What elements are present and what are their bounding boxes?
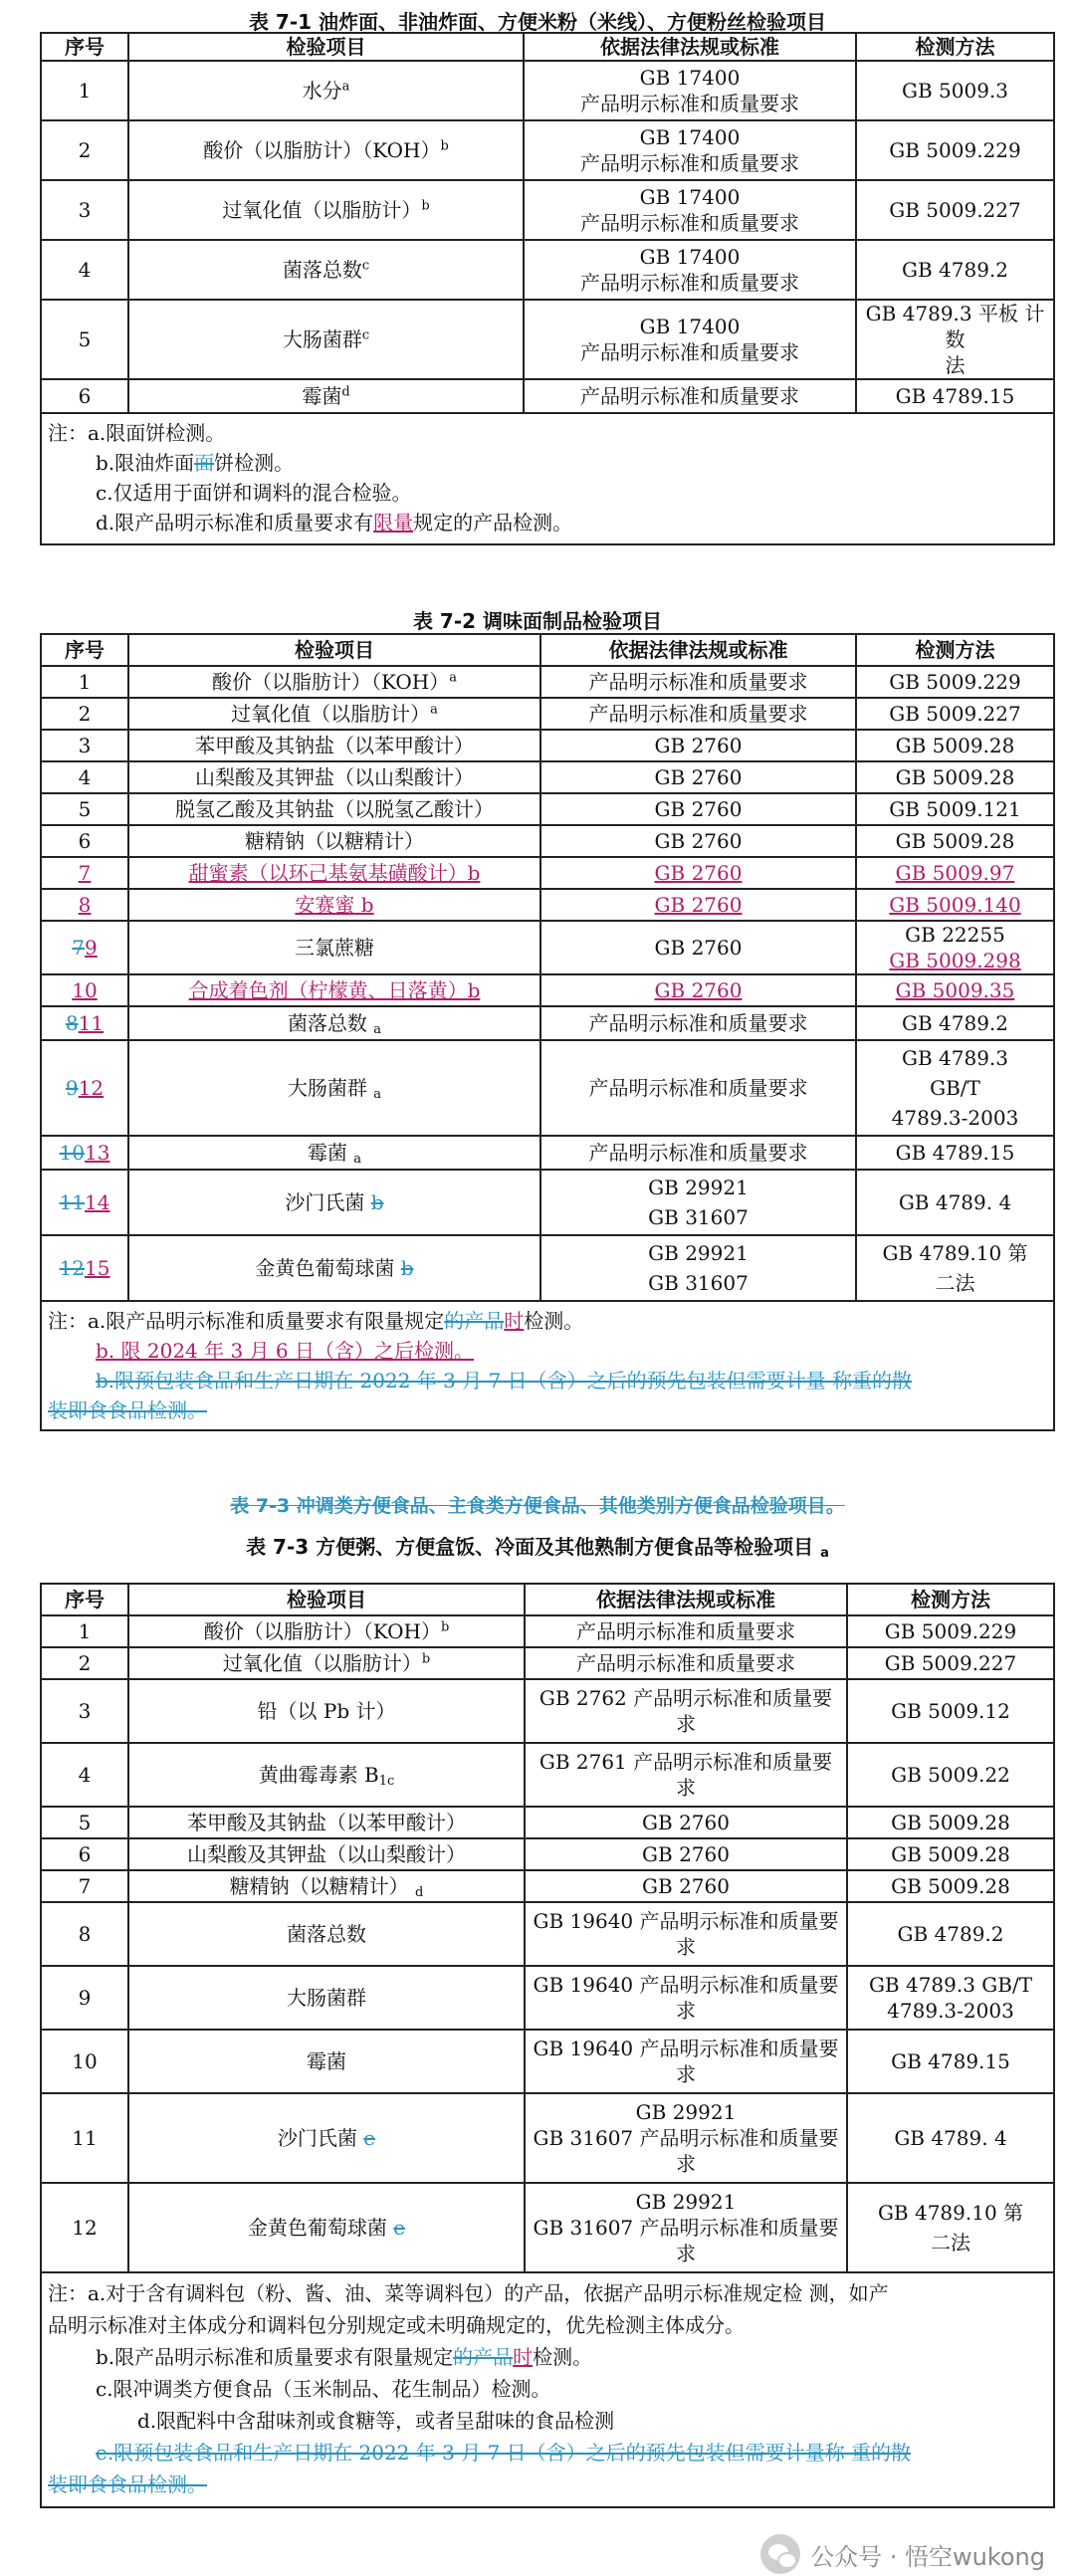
table-row-inserted (41, 889, 1054, 921)
table-row (41, 793, 1054, 825)
row-no: 2 (41, 1647, 128, 1679)
row-method: GB 4789.2 (847, 1902, 1054, 1966)
row-item: 沙门氏菌 e (128, 2093, 525, 2183)
row-item: 甜蜜素（以环己基氨基磺酸计）b (128, 857, 540, 889)
row-standard: GB 2760 (540, 730, 856, 761)
row-no: 3 (41, 1679, 128, 1743)
table-row (41, 761, 1054, 793)
row-item: 糖精钠（以糖精计） (128, 825, 540, 857)
row-item: 菌落总数 (128, 1902, 525, 1966)
table-header-row (41, 1584, 1054, 1615)
row-no: 1114 (41, 1170, 128, 1235)
header-no: 序号 (41, 33, 128, 61)
row-item: 过氧化值（以脂肪计）$^b$ (128, 180, 524, 240)
table2 (40, 633, 1055, 1431)
table3-caption: 表 7-3 方便粥、方便盒饭、冷面及其他熟制方便食品等检验项目 $_a$ (246, 1535, 829, 1561)
row-standard: 产品明示标准和质量要求 (540, 666, 856, 698)
row-no: 11 (41, 2093, 128, 2183)
row-item: 酸价（以脂肪计）（KOH）$^b$ (128, 1615, 525, 1647)
row-no: 3 (41, 180, 128, 240)
table3 (40, 1583, 1055, 2508)
row-method: GB 5009.28 (847, 1807, 1054, 1838)
table-row (41, 379, 1054, 413)
row-standard: GB 19640 产品明示标准和质量要求 (525, 2030, 847, 2093)
header-no: 序号 (41, 1584, 128, 1615)
table-row (41, 1870, 1054, 1902)
row-standard: GB 2760 (540, 793, 856, 825)
row-method: GB 5009.28 (856, 825, 1054, 857)
header-item: 检验项目 (128, 1584, 525, 1615)
row-standard: 产品明示标准和质量要求 (540, 698, 856, 730)
table-row (41, 300, 1054, 379)
row-no: 5 (41, 1807, 128, 1838)
row-item: 山梨酸及其钾盐（以山梨酸计） (128, 761, 540, 793)
table-row (41, 1807, 1054, 1838)
table-row (41, 1235, 1054, 1301)
table-row (41, 1615, 1054, 1647)
row-no: 811 (41, 1006, 128, 1040)
row-method: GB 5009.22 (847, 1743, 1054, 1807)
row-item: 大肠菌群$^c$ (128, 300, 524, 379)
row-no: 10 (41, 2030, 128, 2093)
table-row (41, 1170, 1054, 1235)
row-method: GB 4789.15 (847, 2030, 1054, 2093)
table-row (41, 1040, 1054, 1136)
table-row (41, 666, 1054, 698)
table-notes-row (41, 413, 1054, 544)
row-method: GB 4789.2 (856, 240, 1054, 300)
row-standard: GB 29921 GB 31607 产品明示标准和质量要求 (525, 2093, 847, 2183)
row-item: 过氧化值（以脂肪计）$^a$ (128, 698, 540, 730)
row-standard: GB 2760 (525, 1870, 847, 1902)
row-standard: GB 2761 产品明示标准和质量要求 (525, 1743, 847, 1807)
row-item: 苯甲酸及其钠盐（以苯甲酸计） (128, 730, 540, 761)
table-notes-row (41, 1301, 1054, 1430)
table2-notes: 注：a.限产品明示标准和质量要求有限量规定的产品时检测。 b. 限 2024 年 3 月 6 日（含）之后检测。 b.限预包装食品和生产日期在 2022 年 3 月 7 日（含）之后的预先包装但需要计量 称重的散 装即食食品检测。 (41, 1301, 1054, 1430)
header-method: 检测方法 (856, 634, 1054, 666)
row-item: 大肠菌群 $_a$ (128, 1040, 540, 1136)
row-item: 酸价（以脂肪计）（KOH）$^b$ (128, 120, 524, 180)
table-row (41, 2030, 1054, 2093)
row-no: 1 (41, 1615, 128, 1647)
table-row-inserted (41, 857, 1054, 889)
row-no: 2 (41, 698, 128, 730)
row-item: 水分$^a$ (128, 61, 524, 120)
row-method: GB 4789.15 (856, 1136, 1054, 1170)
row-item: 菌落总数 $_a$ (128, 1006, 540, 1040)
row-item: 沙门氏菌 b (128, 1170, 540, 1235)
table-row (41, 921, 1054, 974)
row-method: GB 4789.3 GB/T 4789.3-2003 (856, 1040, 1054, 1136)
row-no: 2 (41, 120, 128, 180)
row-standard: GB 2760 (540, 974, 856, 1006)
row-method: GB 5009.229 (856, 666, 1054, 698)
row-item: 糖精钠（以糖精计） $_d$ (128, 1870, 525, 1902)
row-standard: GB 2760 (540, 857, 856, 889)
header-no: 序号 (41, 634, 128, 666)
row-standard: GB 17400 产品明示标准和质量要求 (524, 300, 856, 379)
row-item: 金黄色葡萄球菌 b (128, 1235, 540, 1301)
table-row (41, 1679, 1054, 1743)
row-item: 霉菌 $_a$ (128, 1136, 540, 1170)
table-row (41, 2183, 1054, 2272)
table-row (41, 61, 1054, 120)
row-method: GB 22255 GB 5009.298 (856, 921, 1054, 974)
row-no: 3 (41, 730, 128, 761)
row-method: GB 5009.28 (856, 730, 1054, 761)
row-no: 4 (41, 1743, 128, 1807)
row-no: 6 (41, 825, 128, 857)
header-standard: 依据法律法规或标准 (524, 33, 856, 61)
table1-notes: 注：a.限面饼检测。 b.限油炸面面饼检测。 c.仅适用于面饼和调料的混合检验。 d.限产品明示标准和质量要求有限量规定的产品检测。 (41, 413, 1054, 544)
row-no: 10 (41, 974, 128, 1006)
row-standard: 产品明示标准和质量要求 (525, 1647, 847, 1679)
row-standard: GB 2760 (525, 1807, 847, 1838)
struck-old-caption: 表 7-3 冲调类方便食品、主食类方便食品、其他类别方便食品检验项目。 (230, 1495, 845, 1517)
header-item: 检验项目 (128, 33, 524, 61)
table-row (41, 2093, 1054, 2183)
row-method: GB 4789.15 (856, 379, 1054, 413)
header-standard: 依据法律法规或标准 (525, 1584, 847, 1615)
table-row (41, 180, 1054, 240)
row-standard: GB 2762 产品明示标准和质量要求 (525, 1679, 847, 1743)
row-item: 三氯蔗糖 (128, 921, 540, 974)
row-no: 6 (41, 379, 128, 413)
header-method: 检测方法 (856, 33, 1054, 61)
wechat-icon (760, 2534, 800, 2574)
table-row-inserted (41, 974, 1054, 1006)
row-no: 1013 (41, 1136, 128, 1170)
row-standard: 产品明示标准和质量要求 (540, 1006, 856, 1040)
row-item: 过氧化值（以脂肪计）$^b$ (128, 1647, 525, 1679)
row-method: GB 4789. 4 (856, 1170, 1054, 1235)
row-no: 5 (41, 300, 128, 379)
row-method: GB 5009.35 (856, 974, 1054, 1006)
table-row (41, 240, 1054, 300)
header-method: 检测方法 (847, 1584, 1054, 1615)
row-method: GB 5009.28 (847, 1870, 1054, 1902)
row-no: 7 (41, 857, 128, 889)
header-item: 检验项目 (128, 634, 540, 666)
row-no: 1 (41, 61, 128, 120)
row-no: 12 (41, 2183, 128, 2272)
row-standard: GB 29921 GB 31607 (540, 1235, 856, 1301)
table-notes-row (41, 2272, 1054, 2507)
row-method: GB 5009.229 (847, 1615, 1054, 1647)
row-no: 6 (41, 1838, 128, 1870)
row-method: GB 5009.140 (856, 889, 1054, 921)
row-no: 8 (41, 889, 128, 921)
row-method: GB 4789.2 (856, 1006, 1054, 1040)
row-item: 金黄色葡萄球菌 e (128, 2183, 525, 2272)
row-method: GB 5009.28 (847, 1838, 1054, 1870)
table-row (41, 1902, 1054, 1966)
row-method: GB 5009.227 (856, 698, 1054, 730)
row-standard: 产品明示标准和质量要求 (525, 1615, 847, 1647)
row-method: GB 5009.3 (856, 61, 1054, 120)
table2-caption: 表 7-2 调味面制品检验项目 (412, 609, 663, 633)
row-no: 4 (41, 761, 128, 793)
row-method: GB 5009.97 (856, 857, 1054, 889)
row-item: 霉菌 (128, 2030, 525, 2093)
row-method: GB 5009.28 (856, 761, 1054, 793)
row-no: 7 (41, 1870, 128, 1902)
row-standard: GB 17400 产品明示标准和质量要求 (524, 180, 856, 240)
row-standard: GB 2760 (525, 1838, 847, 1870)
row-standard: GB 17400 产品明示标准和质量要求 (524, 61, 856, 120)
watermark (760, 2534, 1045, 2574)
watermark-text: 公众号 · 悟空wukong (810, 2542, 1045, 2571)
row-item: 苯甲酸及其钠盐（以苯甲酸计） (128, 1807, 525, 1838)
row-item: 菌落总数$^c$ (128, 240, 524, 300)
row-method: GB 5009.229 (856, 120, 1054, 180)
row-method: GB 4789.10 第 二法 (856, 1235, 1054, 1301)
table-row (41, 825, 1054, 857)
table-row (41, 1136, 1054, 1170)
row-item: 酸价（以脂肪计）（KOH）$^a$ (128, 666, 540, 698)
row-item: 霉菌$^d$ (128, 379, 524, 413)
row-no: 1 (41, 666, 128, 698)
row-no: 4 (41, 240, 128, 300)
table1-caption: 表 7-1 油炸面、非油炸面、方便米粉（米线）、方便粉丝检验项目 (248, 10, 827, 34)
header-standard: 依据法律法规或标准 (540, 634, 856, 666)
table-header-row (41, 33, 1054, 61)
row-no: 912 (41, 1040, 128, 1136)
row-standard: GB 19640 产品明示标准和质量要求 (525, 1966, 847, 2030)
table-header-row (41, 634, 1054, 666)
table1 (40, 32, 1055, 545)
row-standard: GB 2760 (540, 889, 856, 921)
row-item: 铅（以 Pb 计） (128, 1679, 525, 1743)
table3-notes: 注：a.对于含有调料包（粉、酱、油、菜等调料包）的产品，依据产品明示标准规定检 测，如产 品明示标准对主体成分和调料包分别规定或未明确规定的，优先检测主体成分。 b.限产品明示标准和质量要求有限量规定的产品时检测。 c.限冲调类方便食品（玉米制品、花生制品）检测。 d.限配料中含甜味剂或食糖等，或者呈甜味的食品检测 e.限预包装食品和生产日期在 2022 年 3 月 7 日（含）之后的预先包装但需要计量称 重的散 装即食食品检测。 (41, 2272, 1054, 2507)
row-method: GB 5009.227 (856, 180, 1054, 240)
row-item: 安赛蜜 b (128, 889, 540, 921)
row-item: 脱氢乙酸及其钠盐（以脱氢乙酸计） (128, 793, 540, 825)
row-standard: GB 29921 GB 31607 产品明示标准和质量要求 (525, 2183, 847, 2272)
table-row (41, 1966, 1054, 2030)
table-row (41, 1838, 1054, 1870)
table-row (41, 1743, 1054, 1807)
row-no: 79 (41, 921, 128, 974)
row-standard: 产品明示标准和质量要求 (524, 379, 856, 413)
row-method: GB 5009.12 (847, 1679, 1054, 1743)
row-no: 5 (41, 793, 128, 825)
table-row (41, 1647, 1054, 1679)
row-standard: 产品明示标准和质量要求 (540, 1040, 856, 1136)
row-item: 山梨酸及其钾盐（以山梨酸计） (128, 1838, 525, 1870)
row-no: 8 (41, 1902, 128, 1966)
row-item: 合成着色剂（柠檬黄、日落黄）b (128, 974, 540, 1006)
row-standard: GB 17400 产品明示标准和质量要求 (524, 120, 856, 180)
row-standard: GB 19640 产品明示标准和质量要求 (525, 1902, 847, 1966)
table-row (41, 120, 1054, 180)
row-standard: GB 17400 产品明示标准和质量要求 (524, 240, 856, 300)
row-method: GB 5009.227 (847, 1647, 1054, 1679)
row-standard: GB 2760 (540, 761, 856, 793)
row-no: 9 (41, 1966, 128, 2030)
row-method: GB 4789.3 GB/T 4789.3-2003 (847, 1966, 1054, 2030)
row-standard: GB 29921 GB 31607 (540, 1170, 856, 1235)
table-row (41, 1006, 1054, 1040)
row-method: GB 4789. 4 (847, 2093, 1054, 2183)
row-standard: GB 2760 (540, 825, 856, 857)
row-standard: 产品明示标准和质量要求 (540, 1136, 856, 1170)
row-item: 黄曲霉毒素 $B_{1c}$ (128, 1743, 525, 1807)
row-method: GB 5009.121 (856, 793, 1054, 825)
table-row (41, 698, 1054, 730)
row-method: GB 4789.3 平板 计数 法 (856, 300, 1054, 379)
row-item: 大肠菌群 (128, 1966, 525, 2030)
table-row (41, 730, 1054, 761)
row-no: 1215 (41, 1235, 128, 1301)
row-method: GB 4789.10 第 二法 (847, 2183, 1054, 2272)
row-standard: GB 2760 (540, 921, 856, 974)
